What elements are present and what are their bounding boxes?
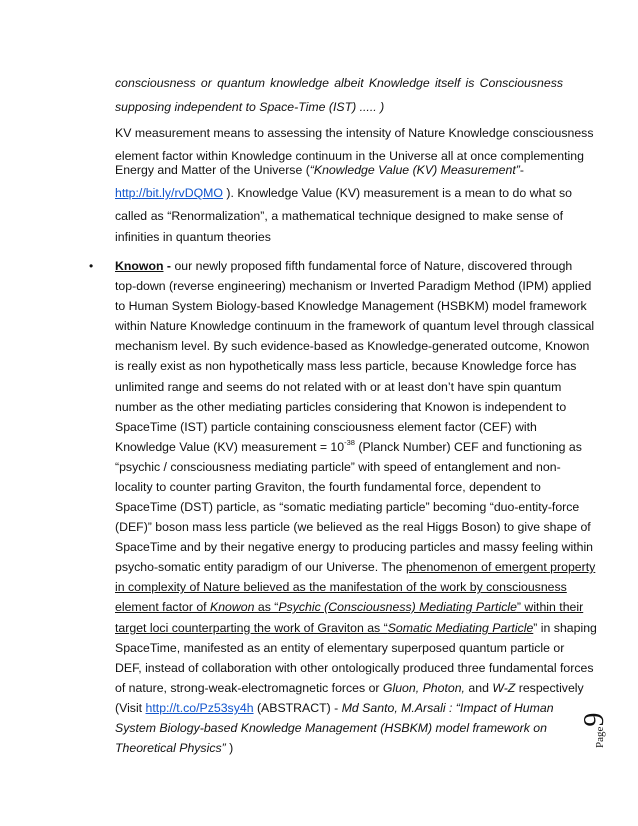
text-line: mechanism level. By such evidence-based as Knowledge-generated outcome, Knowon <box>115 339 590 353</box>
kv-measurement-link[interactable]: http://bit.ly/rvDQMO <box>115 186 223 200</box>
abstract-link[interactable]: http://t.co/Pz53sy4h <box>145 701 254 715</box>
knowon-term: Knowon <box>115 259 164 273</box>
list-bullet: • <box>89 259 94 273</box>
citation-text: Md Santo, M.Arsali : “Impact of Human <box>341 701 554 715</box>
text-run: (ABSTRACT) - <box>253 701 342 715</box>
text-run: ) <box>229 741 234 755</box>
text-line: within Nature Knowledge continuum in the framework of quantum level through classical <box>115 319 595 333</box>
text-run: Energy and Matter of the Universe ( <box>115 163 310 177</box>
text-run: - <box>519 163 524 177</box>
text-run: psycho-somatic entity paradigm of our Universe. The <box>115 560 406 574</box>
text-line: SpaceTime (DST) particle, as “somatic mediating particle” becoming “duo-entity-force <box>115 500 580 514</box>
citation-text: Theoretical Physics” <box>115 741 230 755</box>
somatic-particle-term: Somatic Mediating Particle <box>387 621 534 635</box>
text-run: (Planck Number) CEF and functioning as <box>354 440 582 454</box>
text-line <box>115 258 572 274</box>
text-run: and <box>464 681 493 695</box>
text-line <box>115 620 597 636</box>
wz-boson-name: W-Z <box>492 681 516 695</box>
text-line: consciousness or quantum knowledge albeit Knowledge itself is Consciousness <box>115 76 563 90</box>
knowon-italic: Knowon <box>210 600 255 614</box>
text-line <box>115 439 582 455</box>
text-line: (DEF)” boson mass less particle (we believed as the real Higgs Boson) to give shape of <box>115 520 591 534</box>
text-line: DEF, instead of collaboration with other ontologically produced three fundamental forces <box>115 661 594 675</box>
page-label: Page <box>594 726 606 748</box>
text-run: our newly proposed fifth fundamental force of Nature, discovered through <box>174 259 573 273</box>
text-line: to Human System Biology-based Knowledge Management (HSBKM) model framework <box>115 299 587 313</box>
text-line: KV measurement means to assessing the intensity of Nature Knowledge consciousness <box>115 126 594 140</box>
page-number-value: 9 <box>579 712 610 727</box>
text-line: System Biology-based Knowledge Management (HSBKM) model framework on <box>115 721 547 735</box>
text-line <box>115 559 595 575</box>
text-line: in complexity of Nature believed as the manifestation of the work by consciousness <box>115 580 567 594</box>
page-number <box>581 713 609 748</box>
text-line: “psychic / consciousness mediating particle” with speed of entanglement and non- <box>115 460 561 474</box>
underlined-phrase: phenomenon of emergent property <box>405 560 596 574</box>
text-line: infinities in quantum theories <box>115 230 271 244</box>
psychic-particle-term: Psychic (Consciousness) Mediating Particle <box>278 600 517 614</box>
text-run: ). Knowledge Value (KV) measurement is a mean to do what so <box>222 186 573 200</box>
text-run: ” in shaping <box>533 621 597 635</box>
text-line: SpaceTime and by their negative energy to producing particles and massy feeling within <box>115 540 594 554</box>
text-line: element factor within Knowledge continuum in the Universe all at once complementing <box>115 149 584 163</box>
gauge-boson-names: Gluon, Photon, <box>382 681 465 695</box>
text-line <box>115 740 233 756</box>
text-line: SpaceTime, manifested as an entity of elementary superposed quantum particle or <box>115 641 565 655</box>
text-line <box>115 599 583 615</box>
text-line: locality to counter parting Graviton, the fourth fundamental force, dependent to <box>115 480 541 494</box>
text-line: supposing independent to Space-Time (IST) ..... ) <box>115 100 385 114</box>
text-run: as “ <box>254 600 279 614</box>
text-run: element factor of <box>115 600 211 614</box>
text-line: called as “Renormalization”, a mathematical technique designed to make sense of <box>115 209 563 223</box>
text-line <box>115 700 554 716</box>
text-line: top-down (reverse engineering) mechanism or Inverted Paradigm Method (IPM) applied <box>115 279 592 293</box>
text-line: SpaceTime (IST) particle containing consciousness element factor (CEF) with <box>115 420 537 434</box>
text-run: of nature, strong-weak-electromagnetic forces or <box>115 681 383 695</box>
text-line <box>115 162 565 178</box>
text-line <box>115 185 573 201</box>
exponent: -38 <box>344 438 355 447</box>
text-run: (Visit <box>115 701 146 715</box>
kv-measurement-title: “Knowledge Value (KV) Measurement” <box>309 163 520 177</box>
text-run: - <box>163 259 175 273</box>
text-line: unlimited range and seems do not related with or at least don’t have spin quantum <box>115 380 562 394</box>
text-run: Knowledge Value (KV) measurement = 10 <box>115 440 345 454</box>
text-run: ” within their <box>516 600 584 614</box>
text-run: respectively <box>515 681 584 695</box>
text-line: is really exist as non hypothetically mass less particle, because Knowledge force has <box>115 359 577 373</box>
text-line <box>115 680 584 696</box>
text-line: number as the other mediating particles considering that Knowon is independent to <box>115 400 567 414</box>
text-run: target loci counterparting the work of Graviton as “ <box>115 621 388 635</box>
